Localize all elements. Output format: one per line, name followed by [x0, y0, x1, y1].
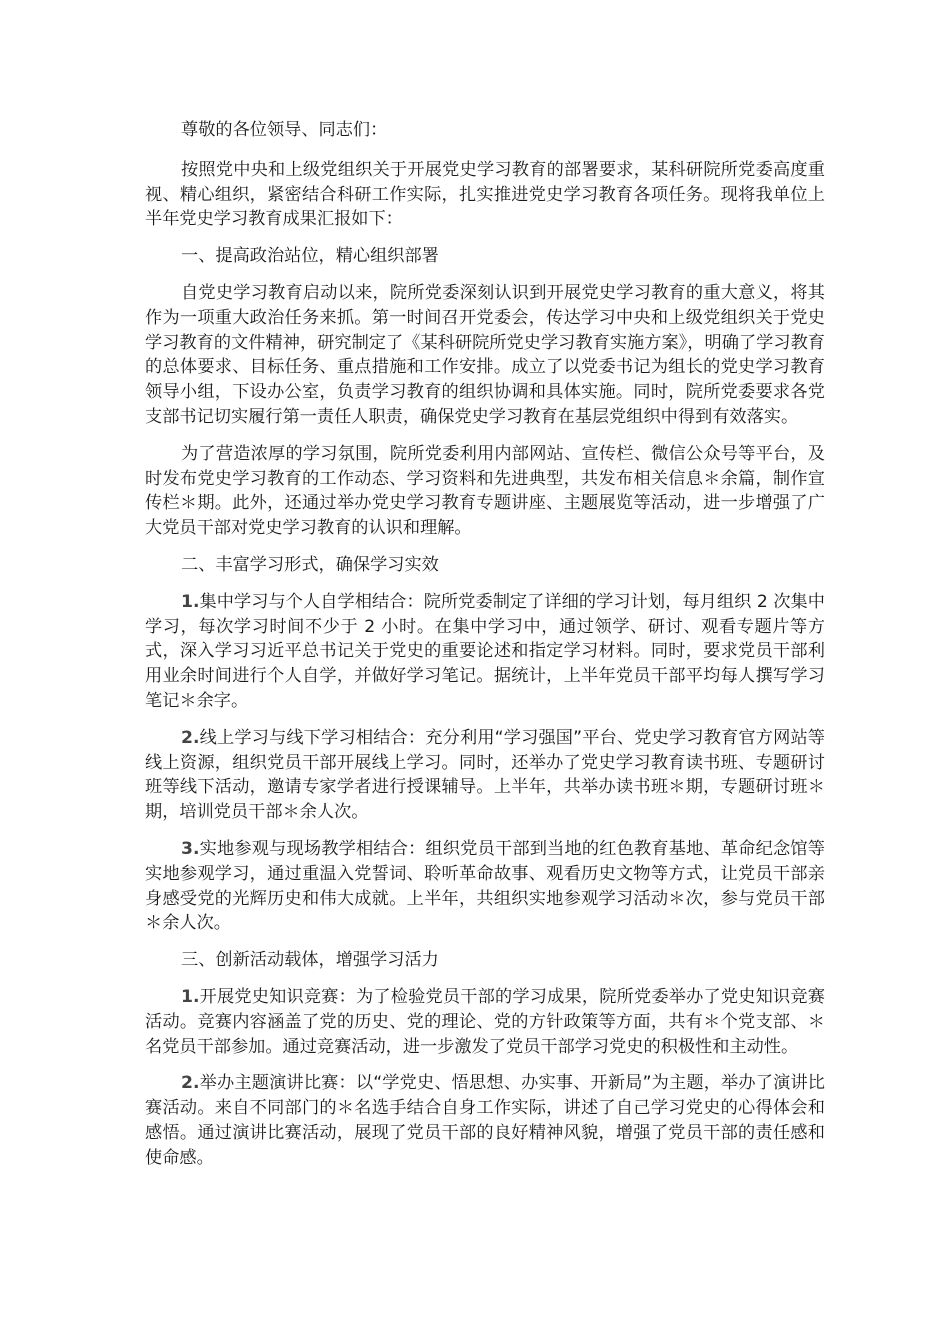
document-page: [145, 118, 825, 1182]
item-number: 2.: [181, 727, 200, 748]
item-text: 开展党史知识竞赛：为了检验党员干部的学习成果，院所党委举办了党史知识竞赛活动。竞赛内容涵盖了党的历史、党的理论、党的方针政策等方面，共有＊个党支部、＊名党员干部参加。通过竞赛活动，进一步激发了党员干部学习党史的积极性和主动性。: [145, 986, 825, 1057]
item-text: 举办主题演讲比赛：以“学党史、悟思想、办实事、开新局”为主题，举办了演讲比赛活动。来自不同部门的＊名选手结合自身工作实际，讲述了自己学习党史的心得体会和感悟。通过演讲比赛活动，展现了党员干部的良好精神风貌，增强了党员干部的责任感和使命感。: [145, 1073, 825, 1168]
item-number: 1.: [181, 591, 200, 612]
section-2-heading: 二、丰富学习形式，确保学习实效: [181, 554, 439, 575]
section-3-item-1: [145, 985, 825, 1059]
section-2-item-2: [145, 726, 825, 825]
item-number: 3.: [181, 838, 200, 859]
greeting: 尊敬的各位领导、同志们：: [181, 120, 388, 140]
item-number: 2.: [181, 1073, 200, 1094]
section-2-item-3: [145, 837, 825, 936]
section-3-item-2: [145, 1071, 825, 1170]
section-2-item-1: [145, 590, 825, 714]
section-1-paragraph-2: 为了营造浓厚的学习氛围，院所党委利用内部网站、宣传栏、微信公众号等平台，及时发布党史学习教育的工作动态、学习资料和先进典型，共发布相关信息＊余篇，制作宣传栏＊期。此外，还通过举办党史学习教育专题讲座、主题展览等活动，进一步增强了广大党员干部对党史学习教育的认识和理解。: [145, 443, 825, 539]
item-number: 1.: [181, 986, 200, 1007]
section-1-heading: 一、提高政治站位，精心组织部署: [181, 246, 439, 267]
intro-paragraph: 按照党中央和上级党组织关于开展党史学习教育的部署要求，某科研院所党委高度重视、精心组织，紧密结合科研工作实际，扎实推进党史学习教育各项任务。现将我单位上半年党史学习教育成果汇报如下：: [145, 159, 825, 230]
item-text: 线上学习与线下学习相结合：充分利用“学习强国”平台、党史学习教育官方网站等线上资源，组织党员干部开展线上学习。同时，还举办了党史学习教育读书班、专题研讨班等线下活动，邀请专家学者进行授课辅导。上半年，共举办读书班＊期，专题研讨班＊期，培训党员干部＊余人次。: [145, 727, 825, 823]
section-1-paragraph-1: 自党史学习教育启动以来，院所党委深刻认识到开展党史学习教育的重大意义，将其作为一项重大政治任务来抓。第一时间召开党委会，传达学习中央和上级党组织关于党史学习教育的文件精神，研究制定了《某科研院所党史学习教育实施方案》，明确了学习教育的总体要求、目标任务、重点措施和工作安排。成立了以党委书记为组长的党史学习教育领导小组，下设办公室，负责学习教育的组织协调和具体实施。同时，院所党委要求各党支部书记切实履行第一责任人职责，确保党史学习教育在基层党组织中得到有效落实。: [145, 282, 825, 427]
item-text: 集中学习与个人自学相结合：院所党委制定了详细的学习计划，每月组织 2 次集中学习，每次学习时间不少于 2 小时。在集中学习中，通过领学、研讨、观看专题片等方式，深入学习习近平总书记关于党史的重要论述和指定学习材料。同时，要求党员干部利用业余时间进行个人自学，并做好学习笔记。据统计，上半年党员干部平均每人撰写学习笔记＊余字。: [145, 591, 825, 711]
item-text: 实地参观与现场教学相结合：组织党员干部到当地的红色教育基地、革命纪念馆等实地参观学习，通过重温入党誓词、聆听革命故事、观看历史文物等方式，让党员干部亲身感受党的光辉历史和伟大成就。上半年，共组织实地参观学习活动＊次，参与党员干部＊余人次。: [145, 838, 825, 934]
section-3-heading: 三、创新活动载体，增强学习活力: [181, 950, 439, 971]
